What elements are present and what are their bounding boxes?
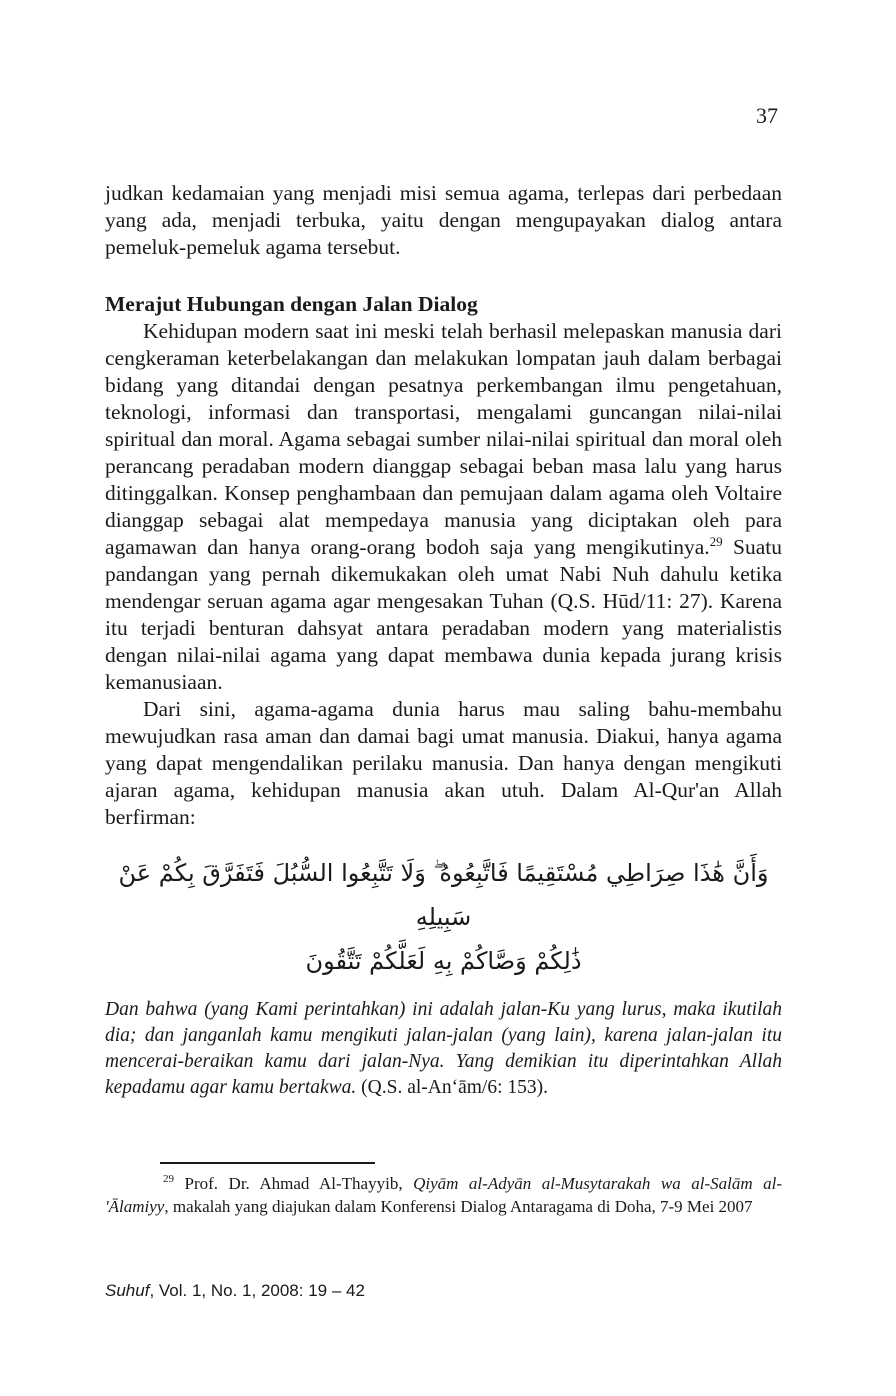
verse-translation	[105, 997, 782, 1101]
paragraph-world-religions: Dari sini, agama-agama dunia harus mau saling bahu-membahu mewujudkan rasa aman dan damai bagi umat manusia. Diakui, hanya agama yang dapat mengendalikan perilaku manusia. Dan hanya dengan mengikuti ajaran agama, kehidupan manusia akan utuh. Dalam Al-Qur'an Allah berfirman:	[105, 697, 782, 829]
journal-name: Suhuf	[105, 1281, 150, 1300]
footnote-number: 29	[163, 1173, 174, 1186]
footnote-reference[interactable]: 29	[709, 533, 723, 549]
verse-citation: (Q.S. al-An‘ām/6: 153).	[356, 1077, 549, 1098]
footnote-title: Qiyām al-Adyān al-Musytarakah wa al-Salām al-'Ālamiyy	[105, 1174, 782, 1216]
footnote-divider	[160, 1162, 375, 1164]
quran-verse-line-2: ذَٰلِكُمْ وَصَّاكُمْ بِهِ لَعَلَّكُمْ تَتَّقُونَ	[305, 947, 582, 975]
paragraph-modern-life-text-cont: Suatu pandangan yang pernah dikemukakan oleh umat Nabi Nuh dahulu ketika mendengar seruan agama agar mengesakan Tuhan (Q.S. Hūd/11: 27). Karena itu terjadi benturan dahsyat antara peradaban modern yang materialistis dengan nilai-nilai agama yang dapat membawa dunia kepada jurang krisis kemanusiaan.	[105, 535, 782, 694]
verse-translation-text: Dan bahwa (yang Kami perintahkan) ini adalah jalan-Ku yang lurus, maka ikutilah dia; dan janganlah kamu mengikuti jalan-jalan (yang lain), karena jalan-jalan itu mencerai-beraikan kamu dari jalan-Nya. Yang demikian itu diperintahkan Allah kepadamu agar kamu bertakwa.	[105, 999, 782, 1098]
main-text	[105, 180, 782, 1101]
section-heading: Merajut Hubungan dengan Jalan Dialog	[105, 292, 478, 316]
quran-verse	[105, 851, 782, 983]
journal-details: , Vol. 1, No. 1, 2008: 19 – 42	[149, 1281, 365, 1300]
page-number: 37	[756, 103, 778, 128]
quran-verse-line-1: وَأَنَّ هَٰذَا صِرَاطِي مُسْتَقِيمًا فَاتَّبِعُوهُ ۖ وَلَا تَتَّبِعُوا السُّبُلَ فَتَفَرَّقَ بِكُمْ عَنْ سَبِيلِهِ	[118, 859, 769, 931]
journal-footer	[105, 1281, 365, 1301]
paragraph-modern-life	[105, 318, 782, 696]
paragraph-continuation: judkan kedamaian yang menjadi misi semua agama, terlepas dari perbedaan yang ada, menjadi terbuka, yaitu dengan mengupayakan dialog antara pemeluk-pemeluk agama tersebut.	[105, 181, 782, 259]
paragraph-modern-life-text: Kehidupan modern saat ini meski telah berhasil melepaskan manusia dari cengkeraman keterbelakangan dan melakukan lompatan jauh dalam berbagai bidang yang ditandai dengan pesatnya perkembangan ilmu pengetahuan, teknologi, informasi dan transportasi, mengalami guncangan nilai-nilai spiritual dan moral. Agama sebagai sumber nilai-nilai spiritual dan moral oleh perancang peradaban modern dianggap sebagai beban masa lalu yang harus ditinggalkan. Konsep penghambaan dan pemujaan dalam agama oleh Voltaire dianggap sebagai alat mempedaya manusia yang diciptakan oleh para agamawan dan hanya orang-orang bodoh saja yang mengikutinya.	[105, 319, 782, 559]
footnote-details: , makalah yang diajukan dalam Konferensi Dialog Antaragama di Doha, 7-9 Mei 2007	[164, 1197, 753, 1216]
footnote-author: Prof. Dr. Ahmad Al-Thayyib,	[174, 1174, 414, 1193]
footnote	[105, 1172, 782, 1218]
